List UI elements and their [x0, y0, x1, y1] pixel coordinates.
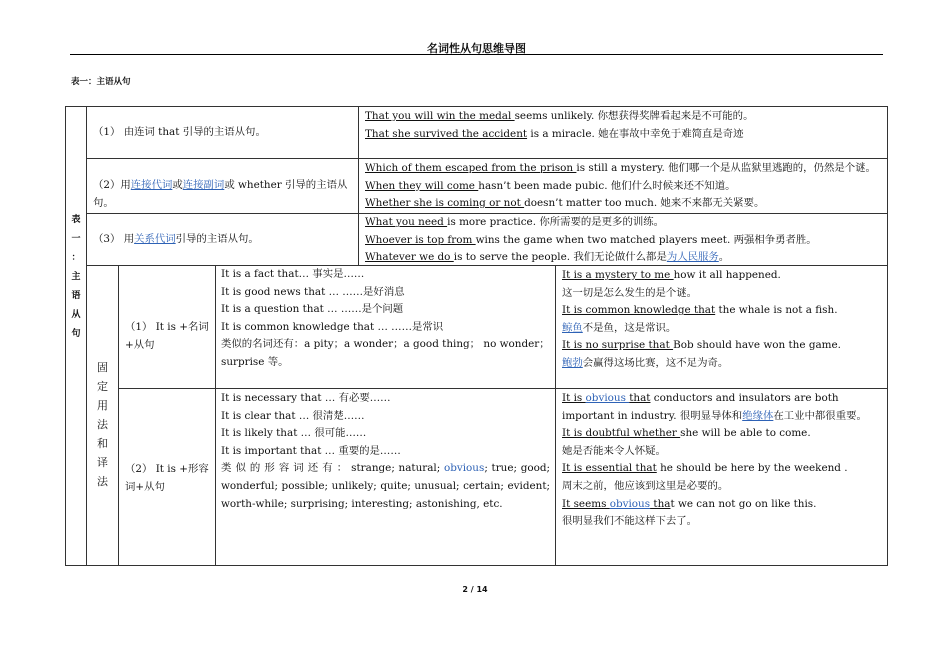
- row3-examples: [358, 213, 888, 266]
- link-obvious-2[interactable]: obvious: [585, 392, 630, 404]
- page-title: 名词性从句思维导图: [427, 42, 526, 55]
- link-obvious-3[interactable]: obvious: [609, 497, 651, 510]
- row3-example-2: Whoever is top from wins the game when two matched players meet. 两强相争勇者胜。: [365, 233, 817, 246]
- link-whale[interactable]: 鲸鱼: [562, 321, 583, 334]
- fixed-usage-label-cell: [86, 265, 119, 566]
- adj-example-2: It is doubtful whether she will be able to come.: [562, 427, 811, 440]
- adj-example-3-cn: 周末之前，他应该到这里是必要的。: [562, 479, 729, 492]
- link-insulator[interactable]: 绝缘体: [742, 409, 774, 422]
- row3-example-1: What you need is more practice. 你所需要的是更多的训练。: [365, 216, 665, 228]
- adj-pattern-1: It is necessary that … 有必要……: [221, 392, 391, 404]
- side-label: [66, 107, 86, 344]
- row1-example-1: That you will win the medal seems unlikely. 你想获得奖牌看起来是不可能的。: [365, 110, 754, 122]
- noun-example-1: It is a mystery to me how it all happened.: [562, 269, 781, 281]
- row1-desc: （1） 由连词 that 引导的主语从句。: [86, 106, 359, 159]
- noun-pattern-3: It is a question that … ……是个问题: [221, 303, 404, 316]
- link-serve-people[interactable]: 为人民服务: [666, 251, 719, 264]
- adj-desc: （2） It is +形容词+从句: [118, 388, 216, 566]
- row3-example-3: Whatever we do is to serve the people. 我们无论做什么都是为人民服务。: [365, 251, 730, 264]
- link-conj-pronoun[interactable]: 连接代词: [130, 179, 173, 191]
- side-label-char: 主: [71, 272, 81, 282]
- row3-desc: （3） 用关系代词引导的主语从句。: [86, 213, 359, 266]
- adj-examples: [555, 388, 888, 566]
- side-label-cell: [65, 106, 87, 566]
- row2-example-2: When they will come hasn’t been made pubic. 他们什么时候来还不知道。: [365, 179, 736, 192]
- row1-example-2: That she survived the accident is a miracle. 她在事故中幸免于难简直是奇迹: [365, 127, 744, 140]
- noun-example-3-cn: 鲍勃会赢得这场比赛，这不足为奇。: [562, 356, 729, 369]
- noun-example-2: It is common knowledge that the whale is not a fish.: [562, 304, 838, 317]
- fixed-label-char: 用: [97, 399, 108, 412]
- row2-desc: （2）用连接代词或连接副词或 whether 引导的主语从句。: [86, 158, 359, 214]
- section-title: 表一：主语从句: [71, 77, 131, 87]
- noun-examples: [555, 265, 888, 389]
- fixed-label-char: 定: [97, 380, 108, 393]
- link-relative-pronoun[interactable]: 关系代词: [134, 233, 176, 245]
- noun-example-3: It is no surprise that Bob should have won the game.: [562, 339, 841, 352]
- row1-examples: [358, 106, 888, 159]
- noun-pattern-1: It is a fact that… 事实是……: [221, 268, 365, 280]
- link-conj-adverb[interactable]: 连接副词: [182, 179, 225, 191]
- side-label-char: 语: [71, 291, 81, 301]
- fixed-label-char: 固: [97, 361, 108, 374]
- adj-pattern-2: It is clear that … 很清楚……: [221, 409, 365, 422]
- adj-patterns: [215, 388, 556, 566]
- fixed-label-char: 法: [97, 475, 108, 488]
- adj-pattern-similar: 类 似 的 形 容 词 还 有 ： strange; natural; obvious; true; good; wonderful; possible; unlikely; quite; unusual; certain; evident; worth-while; surprising; interesting; astonishing, etc.: [221, 462, 551, 510]
- link-obvious[interactable]: obvious: [443, 462, 485, 475]
- noun-pattern-similar: 类似的名词还有：a pity；a wonder；a good thing； no wonder；surprise 等。: [221, 338, 550, 368]
- header-rule: [70, 54, 883, 55]
- adj-pattern-4: It is important that … 重要的是……: [221, 444, 401, 457]
- adj-example-4: It seems obvious that we can not go on like this.: [562, 497, 817, 510]
- fixed-label-char: 译: [97, 456, 108, 469]
- fixed-usage-label: [87, 266, 118, 491]
- row2-example-3: Whether she is coming or not doesn’t matter too much. 她来不来都无关紧要。: [365, 197, 765, 210]
- fixed-label-char: 和: [97, 437, 108, 450]
- row2-examples: [358, 158, 888, 214]
- side-label-char: 句: [71, 329, 81, 339]
- link-bob[interactable]: 鲍勃: [562, 356, 583, 369]
- noun-desc: （1） It is +名词+从句: [118, 265, 216, 389]
- adj-pattern-3: It is likely that … 很可能……: [221, 427, 367, 440]
- adj-example-2-cn: 她是否能来令人怀疑。: [562, 444, 666, 457]
- noun-pattern-4: It is common knowledge that … ……是常识: [221, 320, 444, 333]
- side-label-char: 表: [71, 215, 81, 225]
- noun-pattern-2: It is good news that … ……是好消息: [221, 285, 405, 298]
- side-label-char: 一: [71, 234, 81, 244]
- side-label-char: 从: [71, 310, 81, 320]
- row2-example-1: Which of them escaped from the prison is still a mystery. 他们哪一个是从监狱里逃跑的，仍然是个谜。: [365, 162, 876, 174]
- adj-example-1: It is obvious that conductors and insulators are both important in industry. 很明显导体和绝缘体在工业中都很重要。: [562, 392, 867, 422]
- fixed-label-char: 法: [97, 418, 108, 431]
- adj-example-3: It is essential that he should be here by the weekend .: [562, 462, 848, 475]
- noun-patterns: [215, 265, 556, 389]
- adj-example-4-cn: 很明显我们不能这样下去了。: [562, 515, 698, 528]
- page-number: 2 / 14: [462, 585, 488, 594]
- noun-example-1-cn: 这一切是怎么发生的是个谜。: [562, 286, 698, 299]
- noun-example-2-cn: 鲸鱼不是鱼，这是常识。: [562, 321, 677, 334]
- side-label-char: ：: [71, 253, 81, 263]
